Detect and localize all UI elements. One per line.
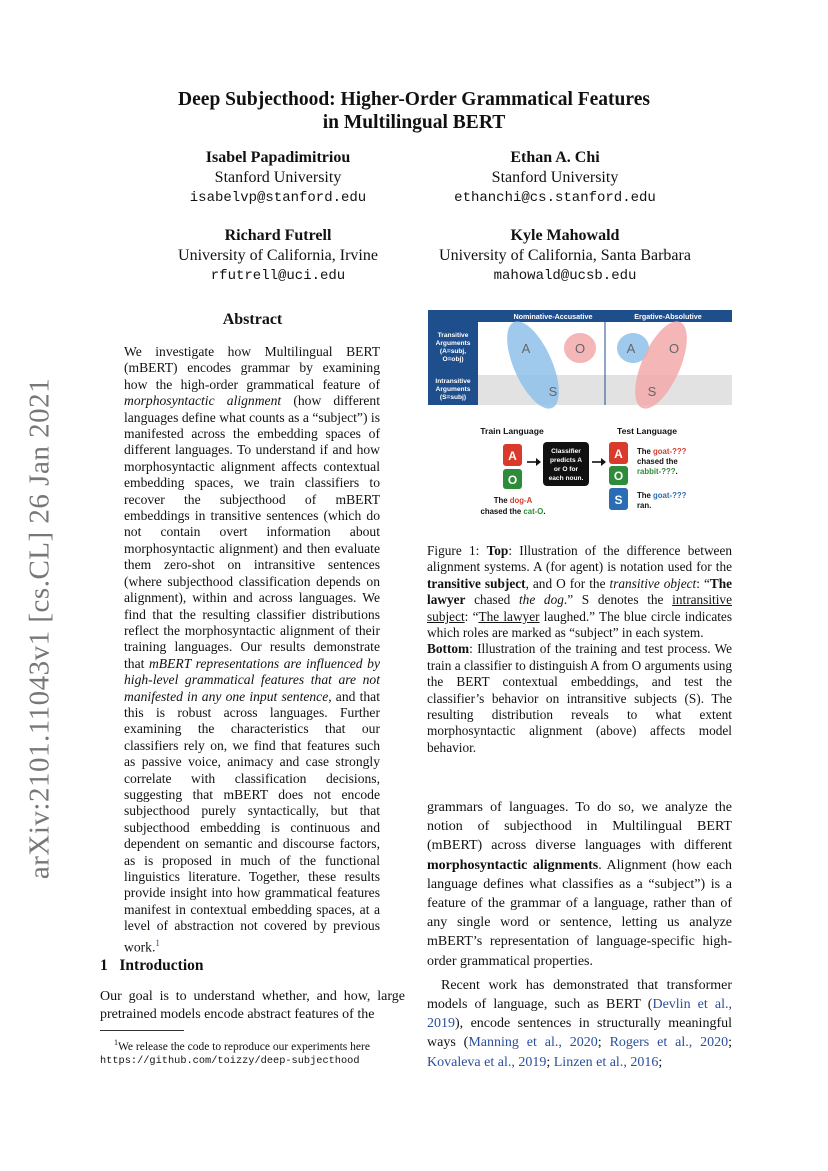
caption-bold: transitive subject — [427, 575, 526, 591]
caption-text: : Illustration of the training and test process. We train a classifier to distinguish A from O arguments using the BERT contextual embeddings, and test the classifier’s behavior on intransitive subjects (S). The resulting distribution reveals to what extent morphosyntactic alignment (above) affects model behavior. — [427, 641, 732, 755]
author-email: isabelvp@stanford.edu — [189, 190, 367, 206]
abstract-body — [124, 344, 380, 956]
abstract-text: (how different languages define what counts as a “subject”) is manifested across the embedding spaces of different languages. To understand if and how morphosyntactic alignment affects contextual embedding spaces, we train classifiers to recover the subjecthood of mBERT embeddings in transitive sentences (which do not contain overt information about morphosyntactic alignment) and then evaluate them zero-shot on intransitive sentences (where subjecthood classification depends on alignment), within and across languages. We find that the resulting classifier distributions reflect the morphosyntactic alignment of their training languages. Our results demonstrate that — [124, 393, 380, 671]
figure-row-trans-line: (A=subj, — [439, 348, 467, 355]
footnote-url[interactable]: https://github.com/toizzy/deep-subjecthood — [100, 1054, 360, 1067]
figure-caption — [427, 543, 732, 756]
right-column-body — [427, 798, 732, 1072]
arrow-left-head — [536, 458, 541, 466]
figure-test-intrans-line2: ran. — [637, 501, 652, 510]
body-text: ), encode sentences in structurally meaningful ways ( — [427, 1016, 732, 1051]
abstract-text: , and that this is robust across languages. Further examining the characteristics that our classifiers rely on, we find that features such as passive voice, animacy and case strongly correlate with classification decisions, suggesting that mBERT does not encode subjecthood purely syntactically, but that subjecthood embedding is continuous and dependent on semantic and discourse factors, as is proposed in much of the functional linguistics literature. Together, these results provide insight into how grammatical features manifest in contextual embedding spaces, at a level of abstraction not covered by previous work. — [124, 688, 380, 955]
caption-text: .” S denotes the — [563, 592, 664, 608]
author-block-4 — [395, 226, 735, 286]
body-text: ; — [658, 1054, 663, 1070]
caption-text: : “ — [464, 608, 479, 624]
caption-emphasis: transitive object — [609, 575, 697, 591]
caption-top: Top — [486, 543, 509, 558]
figure-test-o: O — [613, 469, 624, 483]
paper-title — [0, 88, 828, 134]
title-line-2: in Multilingual BERT — [322, 112, 506, 133]
citation-link[interactable]: Kovaleva et al., 2019 — [427, 1054, 547, 1070]
body-text: . Alignment (how each language defines what classifies as a “subject”) is a feature of the grammar of a language, rather than of any single word or sentence, letting us analyze mBERT’s representation of language-specific high-order grammatical properties. — [427, 857, 732, 969]
figure-train-sentence-line1: The dog-A — [493, 496, 533, 505]
figure-letter-s: S — [647, 384, 657, 399]
figure-row-intrans-line: Arguments — [435, 386, 471, 393]
abstract-heading: Abstract — [222, 311, 283, 328]
author-block-1 — [123, 148, 433, 208]
caption-bold: The lawyer — [427, 575, 733, 608]
author-email: mahowald@ucsb.edu — [493, 268, 637, 284]
figure-col-ergative: Ergative-Absolutive — [634, 312, 702, 321]
figure-classifier-line: or O for — [553, 466, 579, 473]
figure-train-o: O — [507, 473, 518, 487]
figure-classifier-line: predicts A — [550, 457, 582, 464]
footnote-number: 1 — [114, 1038, 118, 1047]
author-name: Richard Futrell — [224, 227, 332, 244]
citation-link[interactable]: Rogers et al., 2020 — [609, 1035, 729, 1051]
abstract-emphasis: mBERT representations are influenced by high-level grammatical features that are not manifested in any one input sentence — [124, 655, 380, 704]
intro-paragraph: Our goal is to understand whether, and how, large pretrained models encode abstract features of the — [100, 989, 405, 1022]
figure-train-a: A — [508, 449, 517, 463]
author-email: rfutrell@uci.edu — [210, 268, 346, 284]
figure-row-trans-line: O=obj) — [442, 356, 464, 363]
caption-underline: The lawyer — [478, 608, 540, 624]
author-name: Ethan A. Chi — [510, 149, 600, 166]
abstract-emphasis: morphosyntactic alignment — [124, 393, 282, 409]
figure-row-trans-line: Arguments — [435, 340, 471, 347]
figure-classifier-line: Classifier — [551, 448, 581, 455]
author-block-2 — [400, 148, 710, 208]
arxiv-identifier: arXiv:2101.11043v1 [cs.CL] 26 Jan 2021 — [23, 377, 56, 880]
section-number: 1 — [100, 957, 108, 974]
caption-bottom: Bottom — [427, 641, 470, 657]
figure-letter-a: A — [521, 341, 531, 356]
figure-test-trans-line3: rabbit-???. — [637, 467, 678, 476]
author-name: Kyle Mahowald — [510, 227, 620, 244]
body-bold: morphosyntactic alignments — [427, 857, 599, 873]
author-email: ethanchi@cs.stanford.edu — [454, 190, 656, 206]
footnote-rule — [100, 1030, 184, 1031]
author-affiliation: Stanford University — [214, 169, 342, 186]
citation-link[interactable]: Manning et al., 2020 — [468, 1035, 598, 1051]
caption-text: : “ — [696, 575, 710, 591]
caption-text: chased — [465, 592, 511, 608]
figure-letter-o: O — [574, 341, 586, 356]
figure-test-label: Test Language — [616, 426, 678, 436]
footnote — [100, 1036, 410, 1068]
author-affiliation: University of California, Santa Barbara — [439, 247, 691, 264]
caption-emphasis: the dog — [518, 592, 564, 608]
citation-link[interactable]: Linzen et al., 2016 — [553, 1054, 659, 1070]
figure-test-trans-line1: The goat-??? — [637, 447, 687, 456]
figure-row-intrans-line: (S=subj) — [439, 394, 467, 401]
figure-test-s: S — [614, 493, 623, 507]
author-block-3 — [123, 226, 433, 286]
figure-1 — [428, 310, 732, 526]
figure-letter-a: A — [626, 341, 636, 356]
caption-label: Figure 1: — [427, 543, 480, 558]
figure-classifier-line: each noun. — [548, 475, 584, 482]
body-text: ; — [597, 1035, 610, 1051]
figure-col-nominative: Nominative-Accusative — [513, 312, 593, 321]
figure-letter-o: O — [668, 341, 680, 356]
section-title: Introduction — [119, 957, 204, 974]
figure-train-label: Train Language — [480, 426, 544, 436]
figure-row-intrans-line: Intransitive — [435, 378, 471, 385]
citation-link[interactable]: Devlin et al., 2019 — [427, 997, 732, 1032]
arrow-right-head — [601, 458, 606, 466]
abstract-text: We investigate how Multilingual BERT (mBERT) encodes grammar by examining how the high-order grammatical feature of — [124, 344, 380, 392]
figure-test-a: A — [614, 447, 623, 461]
figure-test-trans-line2: chased the — [637, 457, 678, 466]
title-line-1: Deep Subjecthood: Higher-Order Grammatical Features — [178, 89, 650, 110]
figure-letter-s: S — [548, 384, 558, 399]
caption-text: , and O for the — [525, 575, 606, 591]
author-affiliation: University of California, Irvine — [178, 247, 378, 264]
figure-row-trans-line: Transitive — [437, 332, 469, 339]
body-text: grammars of languages. To do so, we analyze the notion of subjecthood in Multilingual BERT (mBERT) across diverse languages with different — [427, 800, 732, 854]
caption-underline: intransitive subject — [427, 592, 732, 624]
caption-text: : Illustration of the difference between alignment systems. A (for agent) is notation used for the — [427, 543, 732, 575]
body-text: ; — [728, 1035, 732, 1051]
footnote-text: We release the code to reproduce our experiments here — [118, 1040, 370, 1053]
caption-text: laughed.” The blue circle indicates which roles are marked as “subject” in each system. — [427, 608, 733, 641]
body-text: ; — [546, 1054, 554, 1070]
figure-test-intrans-line1: The goat-??? — [637, 491, 687, 500]
author-name: Isabel Papadimitriou — [205, 149, 351, 166]
figure-train-sentence-line2: chased the cat-O. — [480, 507, 546, 516]
body-text: Recent work has demonstrated that transformer models of language, such as BERT ( — [427, 977, 732, 1013]
footnote-marker[interactable]: 1 — [155, 937, 160, 948]
section-heading-introduction — [100, 957, 204, 975]
author-affiliation: Stanford University — [491, 169, 619, 186]
